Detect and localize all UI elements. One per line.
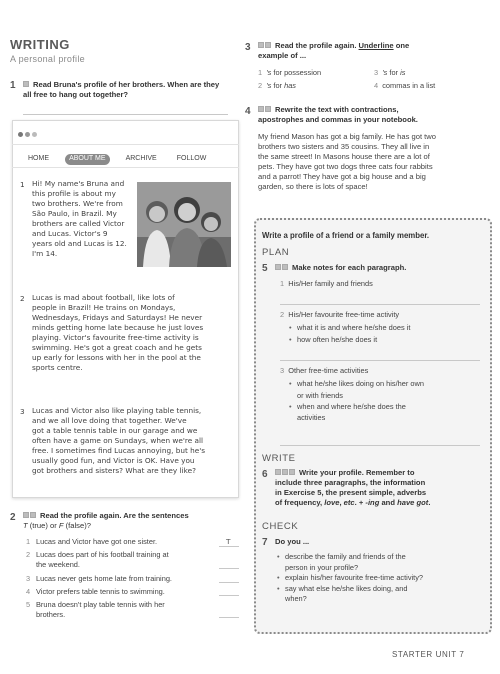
difficulty-stars-icon: [23, 511, 37, 521]
check-item: • explain his/her favourite free-time activity?: [277, 573, 487, 584]
exercise-2-number: 2: [10, 512, 16, 523]
exercise-5-number: 5: [262, 263, 268, 274]
nav-follow[interactable]: FOLLOW: [176, 155, 207, 162]
bullet-item: • when and where he/she does the: [289, 401, 485, 412]
text-line: I'm 14.: [32, 249, 58, 259]
exercise-3-instruction: Read the profile again. Underline one example of ...: [258, 41, 410, 60]
text-line: and we all love doing that together. We've: [32, 416, 187, 426]
text-line: Lucas is mad about football, like lots of: [32, 293, 175, 302]
list-item: 2 Lucas does part of his football training at the weekend.: [26, 550, 169, 569]
paragraph-number: 1: [20, 180, 25, 189]
text-line: got a table tennis table in our garage and we: [32, 426, 198, 436]
nav-archive[interactable]: ARCHIVE: [125, 155, 157, 162]
list-item: 1 Lucas and Victor have got one sister. T: [26, 537, 231, 546]
exercise-2-instruction: Read the profile again. Are the sentences T (true) or F (false)?: [23, 511, 189, 530]
divider: [12, 144, 239, 145]
blog-nav: [28, 153, 228, 165]
nav-about-me[interactable]: ABOUT ME: [65, 154, 109, 165]
text-line: brothers are called Victor: [32, 219, 125, 229]
dot-icon: [18, 132, 23, 137]
text-line: brothers two sisters and 35 cousins. They all live in: [258, 142, 430, 152]
text-line: pets. They have got two dogs three cats four rabbits: [258, 162, 433, 172]
text-line: and a parrot! They have got a big house and a big: [258, 172, 426, 182]
page-subtitle: A personal profile: [10, 54, 85, 64]
check-item-continuation: person in your profile?: [285, 562, 359, 572]
paragraph-1: [32, 179, 136, 260]
text-line: got brothers and sisters? What are they like?: [32, 466, 196, 476]
text-line: playing. Victor's favourite free-time activity is: [32, 333, 199, 343]
dot-icon: [32, 132, 37, 137]
bullet-item: • what it is and where he/she does it: [289, 322, 485, 333]
difficulty-stars-icon: [258, 105, 272, 115]
text-line: two brothers. We're from: [32, 199, 123, 209]
nav-home[interactable]: HOME: [28, 155, 49, 162]
difficulty-stars-icon: [275, 468, 296, 478]
window-dots: [18, 130, 39, 139]
answer-line: [219, 582, 239, 583]
list-item: 3 Lucas never gets home late from training.: [26, 574, 172, 583]
siblings-photo: [137, 182, 231, 267]
check-item: • say what else he/she likes doing, and: [277, 584, 487, 595]
bullet-item: • how often he/she does it: [289, 334, 485, 345]
text-line: Hi! My name's Bruna and: [32, 179, 125, 188]
text-line: up early for lessons with her in the pool at the: [32, 353, 201, 363]
difficulty-stars-icon: [275, 263, 289, 273]
answer-line: [23, 114, 228, 115]
photo-illustration: [137, 182, 231, 267]
task-intro: Write a profile of a friend or a family member.: [262, 231, 430, 240]
exercise-4-instruction: Rewrite the text with contractions, apostrophes and commas in your notebook.: [258, 105, 418, 124]
divider: [12, 167, 239, 168]
answer-line: [219, 617, 239, 618]
exercise-4-number: 4: [245, 106, 251, 117]
exercise-3-number: 3: [245, 42, 251, 53]
option: 4 commas in a list: [374, 81, 436, 90]
bullet-continuation: activities: [297, 412, 326, 422]
text-line: São Paulo, in Brazil. My: [32, 209, 117, 219]
difficulty-stars-icon: [258, 41, 272, 51]
option: 2 's for has: [258, 81, 296, 90]
exercise-1-instruction: Read Bruna's profile of her brothers. When are they all free to hang out together?: [23, 80, 220, 99]
text-line: garden, so there is lots of space!: [258, 182, 368, 192]
exercise-3-options: [258, 68, 488, 94]
dot-icon: [25, 132, 30, 137]
bullet-continuation: or with friends: [297, 390, 344, 400]
answer-line: [219, 546, 239, 547]
option: 1 's for possession: [258, 68, 322, 77]
text-line: swimming. He's got a great coach and he gets: [32, 343, 202, 353]
plan-item-2: 2 His/Her favourite free-time activity • what it is and where he/she does it • how often he/she does it: [280, 310, 485, 345]
answer-line: [280, 445, 480, 446]
check-item-continuation: when?: [285, 594, 307, 604]
paragraph-3: [32, 406, 236, 476]
text-line: the same street! In Masons house there are a lot of: [258, 152, 430, 162]
text-line: Lucas and Victor also like playing table tennis,: [32, 406, 202, 415]
paragraph-number: 3: [20, 407, 25, 416]
text-line: free. I sometimes find Lucas annoying, but he's: [32, 446, 206, 456]
exercise-5-instruction: Make notes for each paragraph.: [275, 263, 406, 273]
answer-line: [280, 360, 480, 361]
text-line: sports centre.: [32, 363, 83, 373]
paragraph-2: [32, 293, 236, 374]
text-line: and Lucas. Victor's 9: [32, 229, 108, 239]
exercise-4-body: [258, 132, 493, 193]
list-item: 4 Victor prefers table tennis to swimming.: [26, 587, 165, 596]
plan-item-1: 1 His/Her family and friends: [280, 279, 373, 288]
exercise-6-instruction: Write your profile. Remember to include three paragraphs, the information in Exercise 5, the present simple, adverbs of frequency, love, etc. + -ing and have got.: [275, 468, 431, 508]
answer-field[interactable]: T: [226, 537, 231, 546]
check-list: [277, 552, 487, 605]
answer-line: [219, 568, 239, 569]
text-line: people in Brazil! He trains on Mondays,: [32, 303, 176, 313]
bullet-item: • what he/she likes doing on his/her own: [289, 378, 485, 389]
text-line: minds getting home late because he just loves: [32, 323, 204, 333]
exercise-1-number: 1: [10, 80, 16, 91]
exercise-7-number: 7: [262, 537, 268, 548]
difficulty-stars-icon: [23, 80, 30, 90]
section-check: CHECK: [262, 521, 299, 532]
page-title: WRITING: [10, 37, 70, 52]
answer-line: [280, 304, 480, 305]
text-line: My friend Mason has got a big family. He has got two: [258, 132, 436, 141]
text-line: this profile is about my: [32, 189, 116, 199]
text-line: Wednesdays, Fridays and Saturdays! He never: [32, 313, 203, 323]
footer-unit: STARTER UNIT 7: [392, 650, 465, 659]
paragraph-number: 2: [20, 294, 25, 303]
answer-line: [219, 595, 239, 596]
plan-item-3: 3 Other free-time activities • what he/she likes doing on his/her own or with friends • when and where he/she does the activities: [280, 366, 485, 423]
text-line: usually good fun, and Victor is OK. Have you: [32, 456, 195, 466]
exercise-6-number: 6: [262, 469, 268, 480]
section-plan: PLAN: [262, 247, 290, 258]
option: 3 's for is: [374, 68, 406, 77]
exercise-7-instruction: Do you ...: [275, 537, 310, 546]
text-line: often have a game on Sundays, when we're all: [32, 436, 204, 446]
text-line: years old and Lucas is 12.: [32, 239, 127, 249]
exercise-2-list: [26, 537, 246, 622]
check-item: • describe the family and friends of the: [277, 552, 487, 563]
list-item: 5 Bruna doesn't play table tennis with her brothers.: [26, 600, 165, 619]
section-write: WRITE: [262, 453, 296, 464]
